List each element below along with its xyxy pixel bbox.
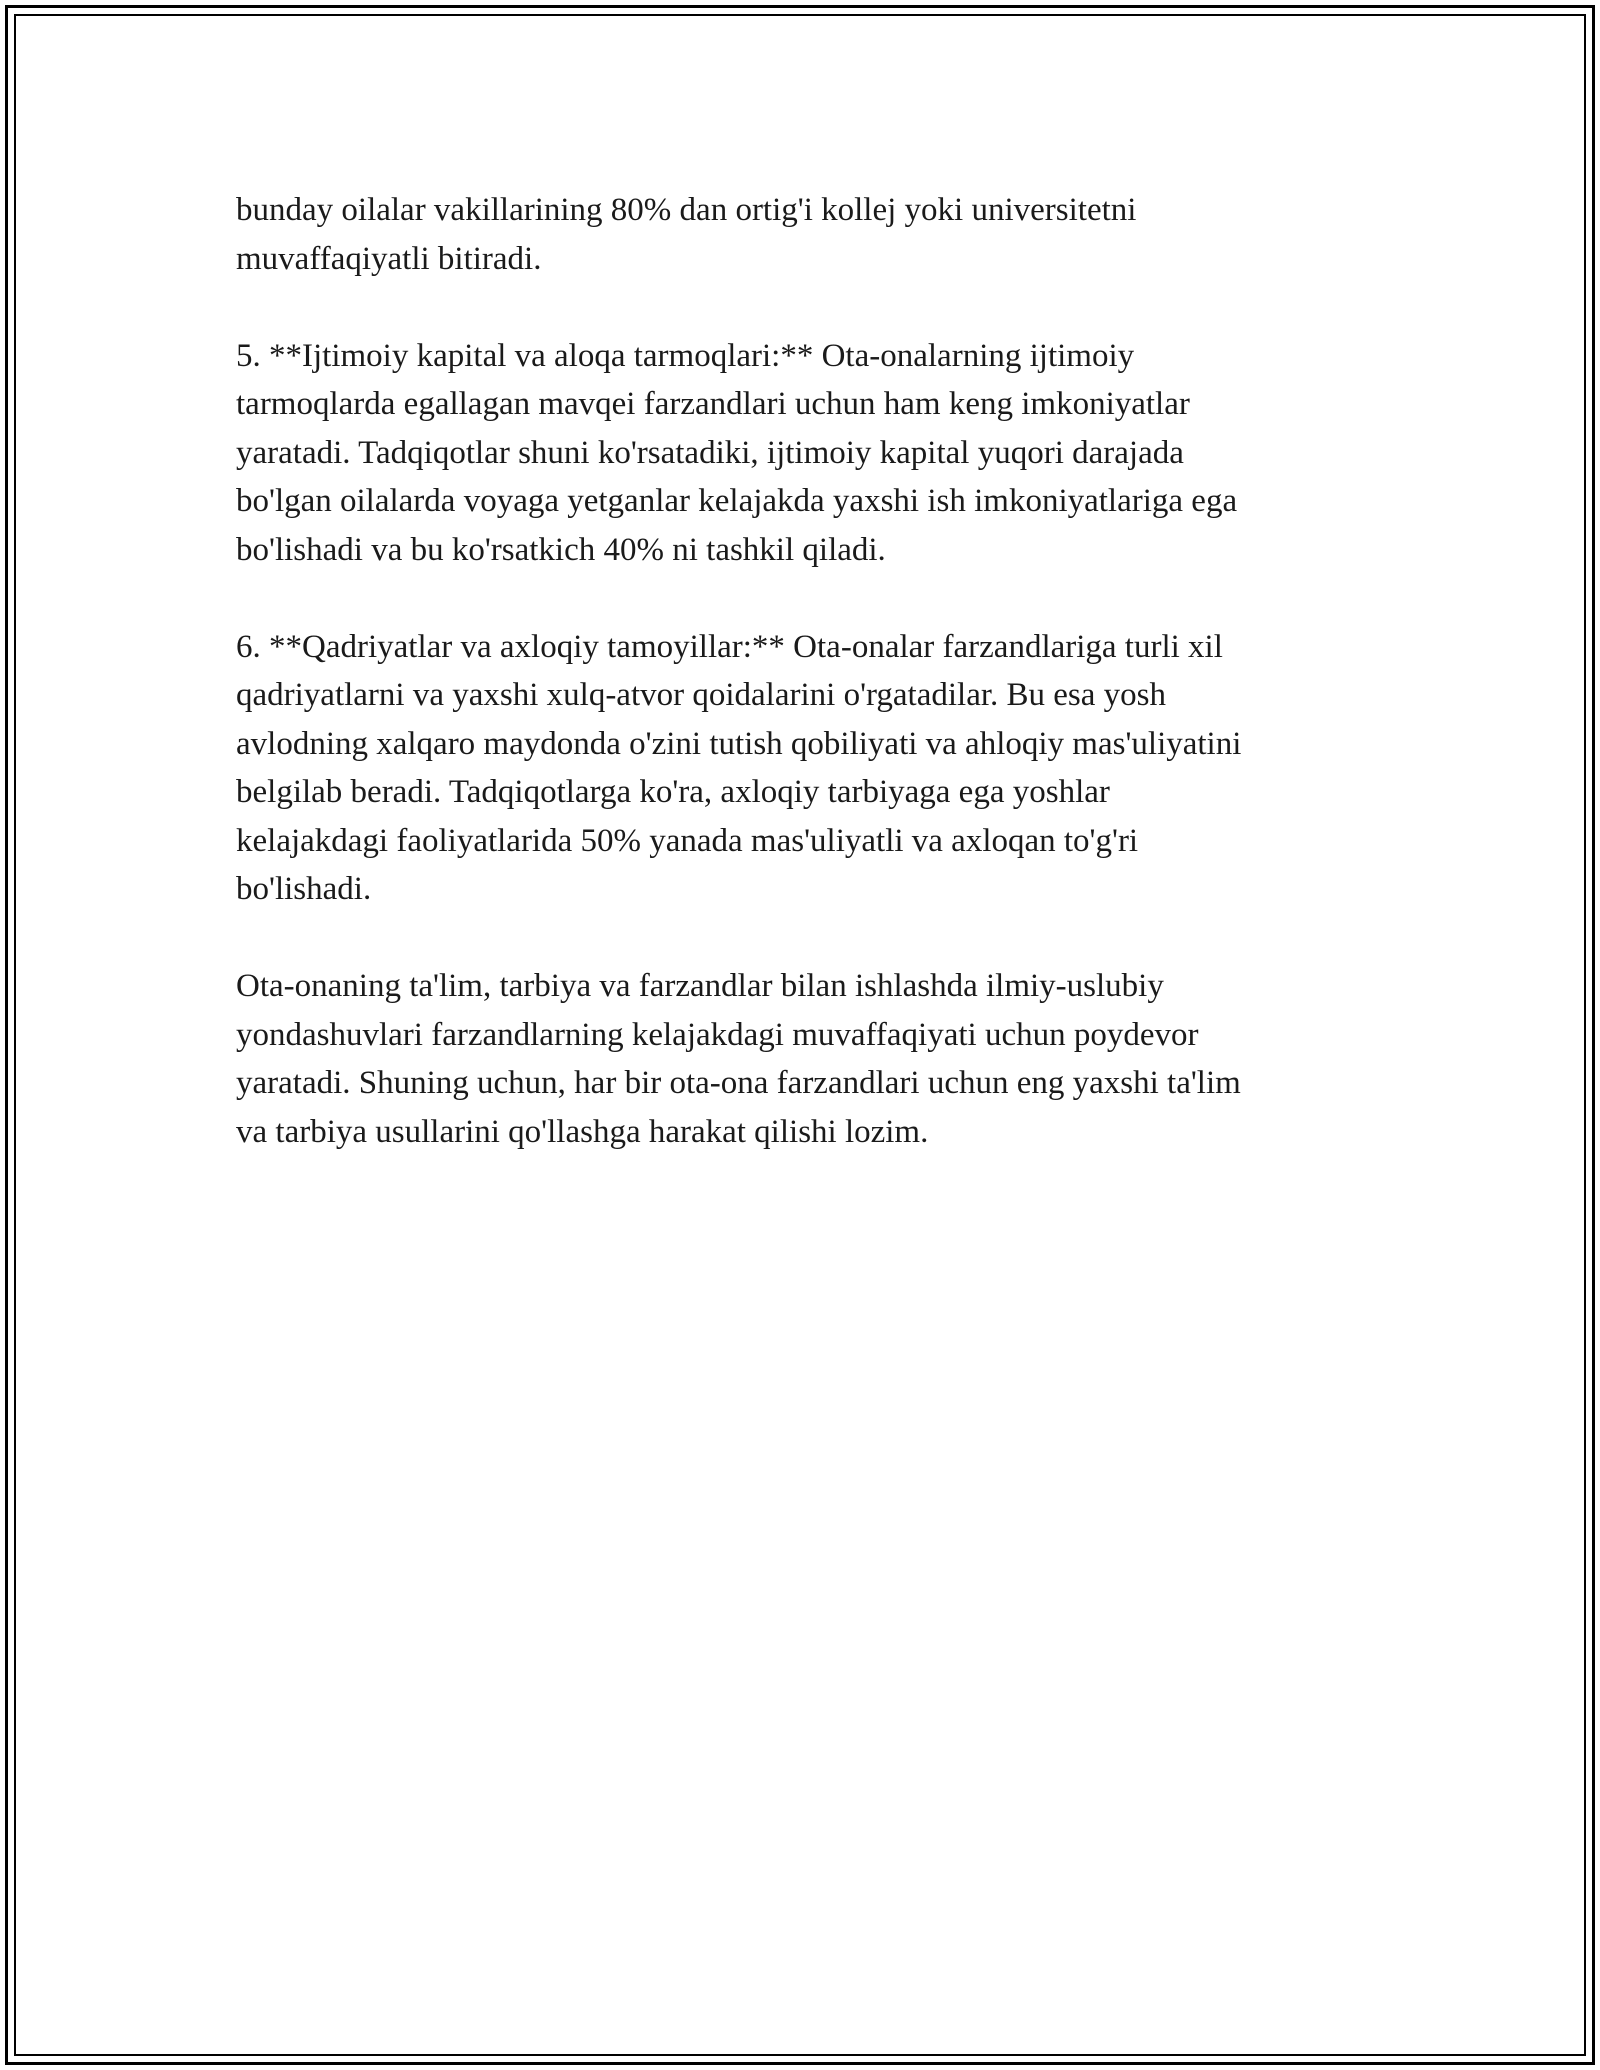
paragraph-continuation: bunday oilalar vakillarining 80% dan ortig'i kollej yoki universitetni muvaffaqiyatli bitiradi. bbox=[236, 192, 1137, 277]
paragraph-conclusion: Ota-onaning ta'lim, tarbiya va farzandlar bilan ishlashda ilmiy-uslubiy yondashuvlari farzandlarning kelajakdagi muvaffaqiyati uchun poydevor yaratadi. Shuning uchun, har bir ota-ona farzandlari uchun eng yaxshi ta'lim va tarbiya usullarini qo'llashga harakat qilishi lozim. bbox=[236, 968, 1241, 1150]
document-body bbox=[236, 186, 1396, 1205]
paragraph-item-5-social-capital: 5. **Ijtimoiy kapital va aloqa tarmoqlari:** Ota-onalarning ijtimoiy tarmoqlarda egallagan mavqei farzandlari uchun ham keng imkoniyatlar yaratadi. Tadqiqotlar shuni ko'rsatadiki, ijtimoiy kapital yuqori darajada bo'lgan oilalarda voyaga yetganlar kelajakda yaxshi ish imkoniyatlariga ega bo'lishadi va bu ko'rsatkich 40% ni tashkil qiladi. bbox=[236, 337, 1238, 568]
paragraph-item-6-values: 6. **Qadriyatlar va axloqiy tamoyillar:** Ota-onalar farzandlariga turli xil qadriyatlarni va yaxshi xulq-atvor qoidalarini o'rgatadilar. Bu esa yosh avlodning xalqaro maydonda o'zini tutish qobiliyati va ahloqiy mas'uliyatini belgilab beradi. Tadqiqotlarga ko'ra, axloqiy tarbiyaga ega yoshlar kelajakdagi faoliyatlarida 50% yanada mas'uliyatli va axloqan to'g'ri bo'lishadi. bbox=[236, 628, 1242, 907]
